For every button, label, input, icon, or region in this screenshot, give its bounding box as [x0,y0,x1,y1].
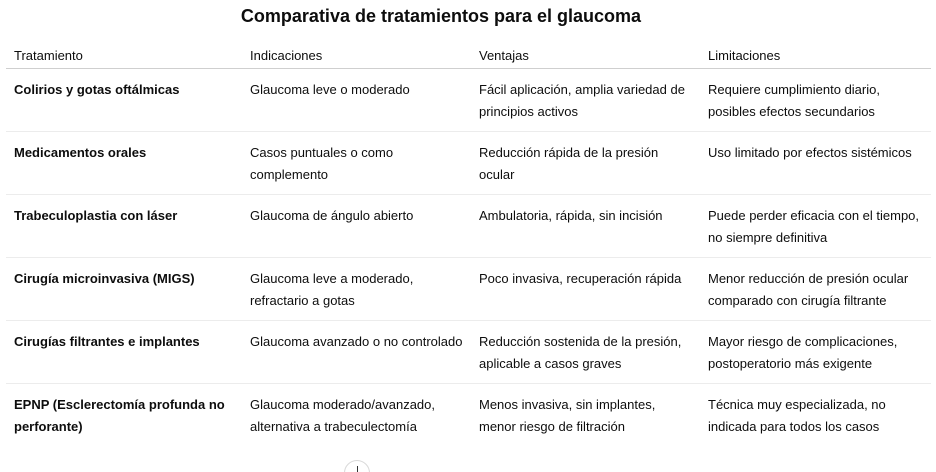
page-title: Comparativa de tratamientos para el glaucoma [240,6,642,26]
comparison-table [6,42,931,446]
cell-indications: Glaucoma avanzado o no controlado [242,321,471,384]
cell-treatment: EPNP (Esclerectomía profunda no perforante) [14,397,225,434]
cell-advantages: Poco invasiva, recuperación rápida [471,258,700,321]
column-header-advantages: Ventajas [471,42,700,69]
cell-treatment: Trabeculoplastia con láser [6,195,242,258]
cell-limitations: Puede perder eficacia con el tiempo, no siempre definitiva [700,195,931,258]
cell-limitations: Uso limitado por efectos sistémicos [700,132,931,195]
cell-indications: Glaucoma moderado/avanzado, alternativa a trabeculectomía [250,397,436,434]
table-row [6,258,931,321]
table-row [6,69,931,132]
cell-indications: Casos puntuales o como complemento [242,132,471,195]
cell-advantages: Fácil aplicación, amplia variedad de principios activos [471,69,700,132]
table-row [6,132,931,195]
cell-treatment: Cirugía microinvasiva (MIGS) [6,258,242,321]
table-header-row [6,42,931,69]
scroll-down-button[interactable] [344,460,370,472]
cell-limitations: Requiere cumplimiento diario, posibles efectos secundarios [700,69,931,132]
cell-indications: Glaucoma leve o moderado [242,69,471,132]
cell-treatment: Cirugías filtrantes e implantes [6,321,242,384]
cell-limitations: Mayor riesgo de complicaciones, postoperatorio más exigente [700,321,931,384]
column-header-treatment: Tratamiento [6,42,242,69]
cell-advantages: Ambulatoria, rápida, sin incisión [471,195,700,258]
cell-advantages: Reducción rápida de la presión ocular [471,132,700,195]
cell-treatment: Colirios y gotas oftálmicas [6,69,242,132]
cell-indications: Glaucoma de ángulo abierto [242,195,471,258]
table-row [6,384,931,447]
column-header-indications: Indicaciones [242,42,471,69]
table-row [6,195,931,258]
cell-advantages: Menos invasiva, sin implantes, menor riesgo de filtración [479,397,656,434]
column-header-limitations: Limitaciones [700,42,931,69]
cell-advantages: Reducción sostenida de la presión, aplicable a casos graves [471,321,700,384]
cell-limitations: Técnica muy especializada, no indicada para todos los casos [708,397,886,434]
cell-treatment: Medicamentos orales [6,132,242,195]
arrow-down-icon [357,466,358,472]
cell-limitations: Menor reducción de presión ocular comparado con cirugía filtrante [700,258,931,321]
table-row [6,321,931,384]
cell-indications: Glaucoma leve a moderado, refractario a gotas [242,258,471,321]
